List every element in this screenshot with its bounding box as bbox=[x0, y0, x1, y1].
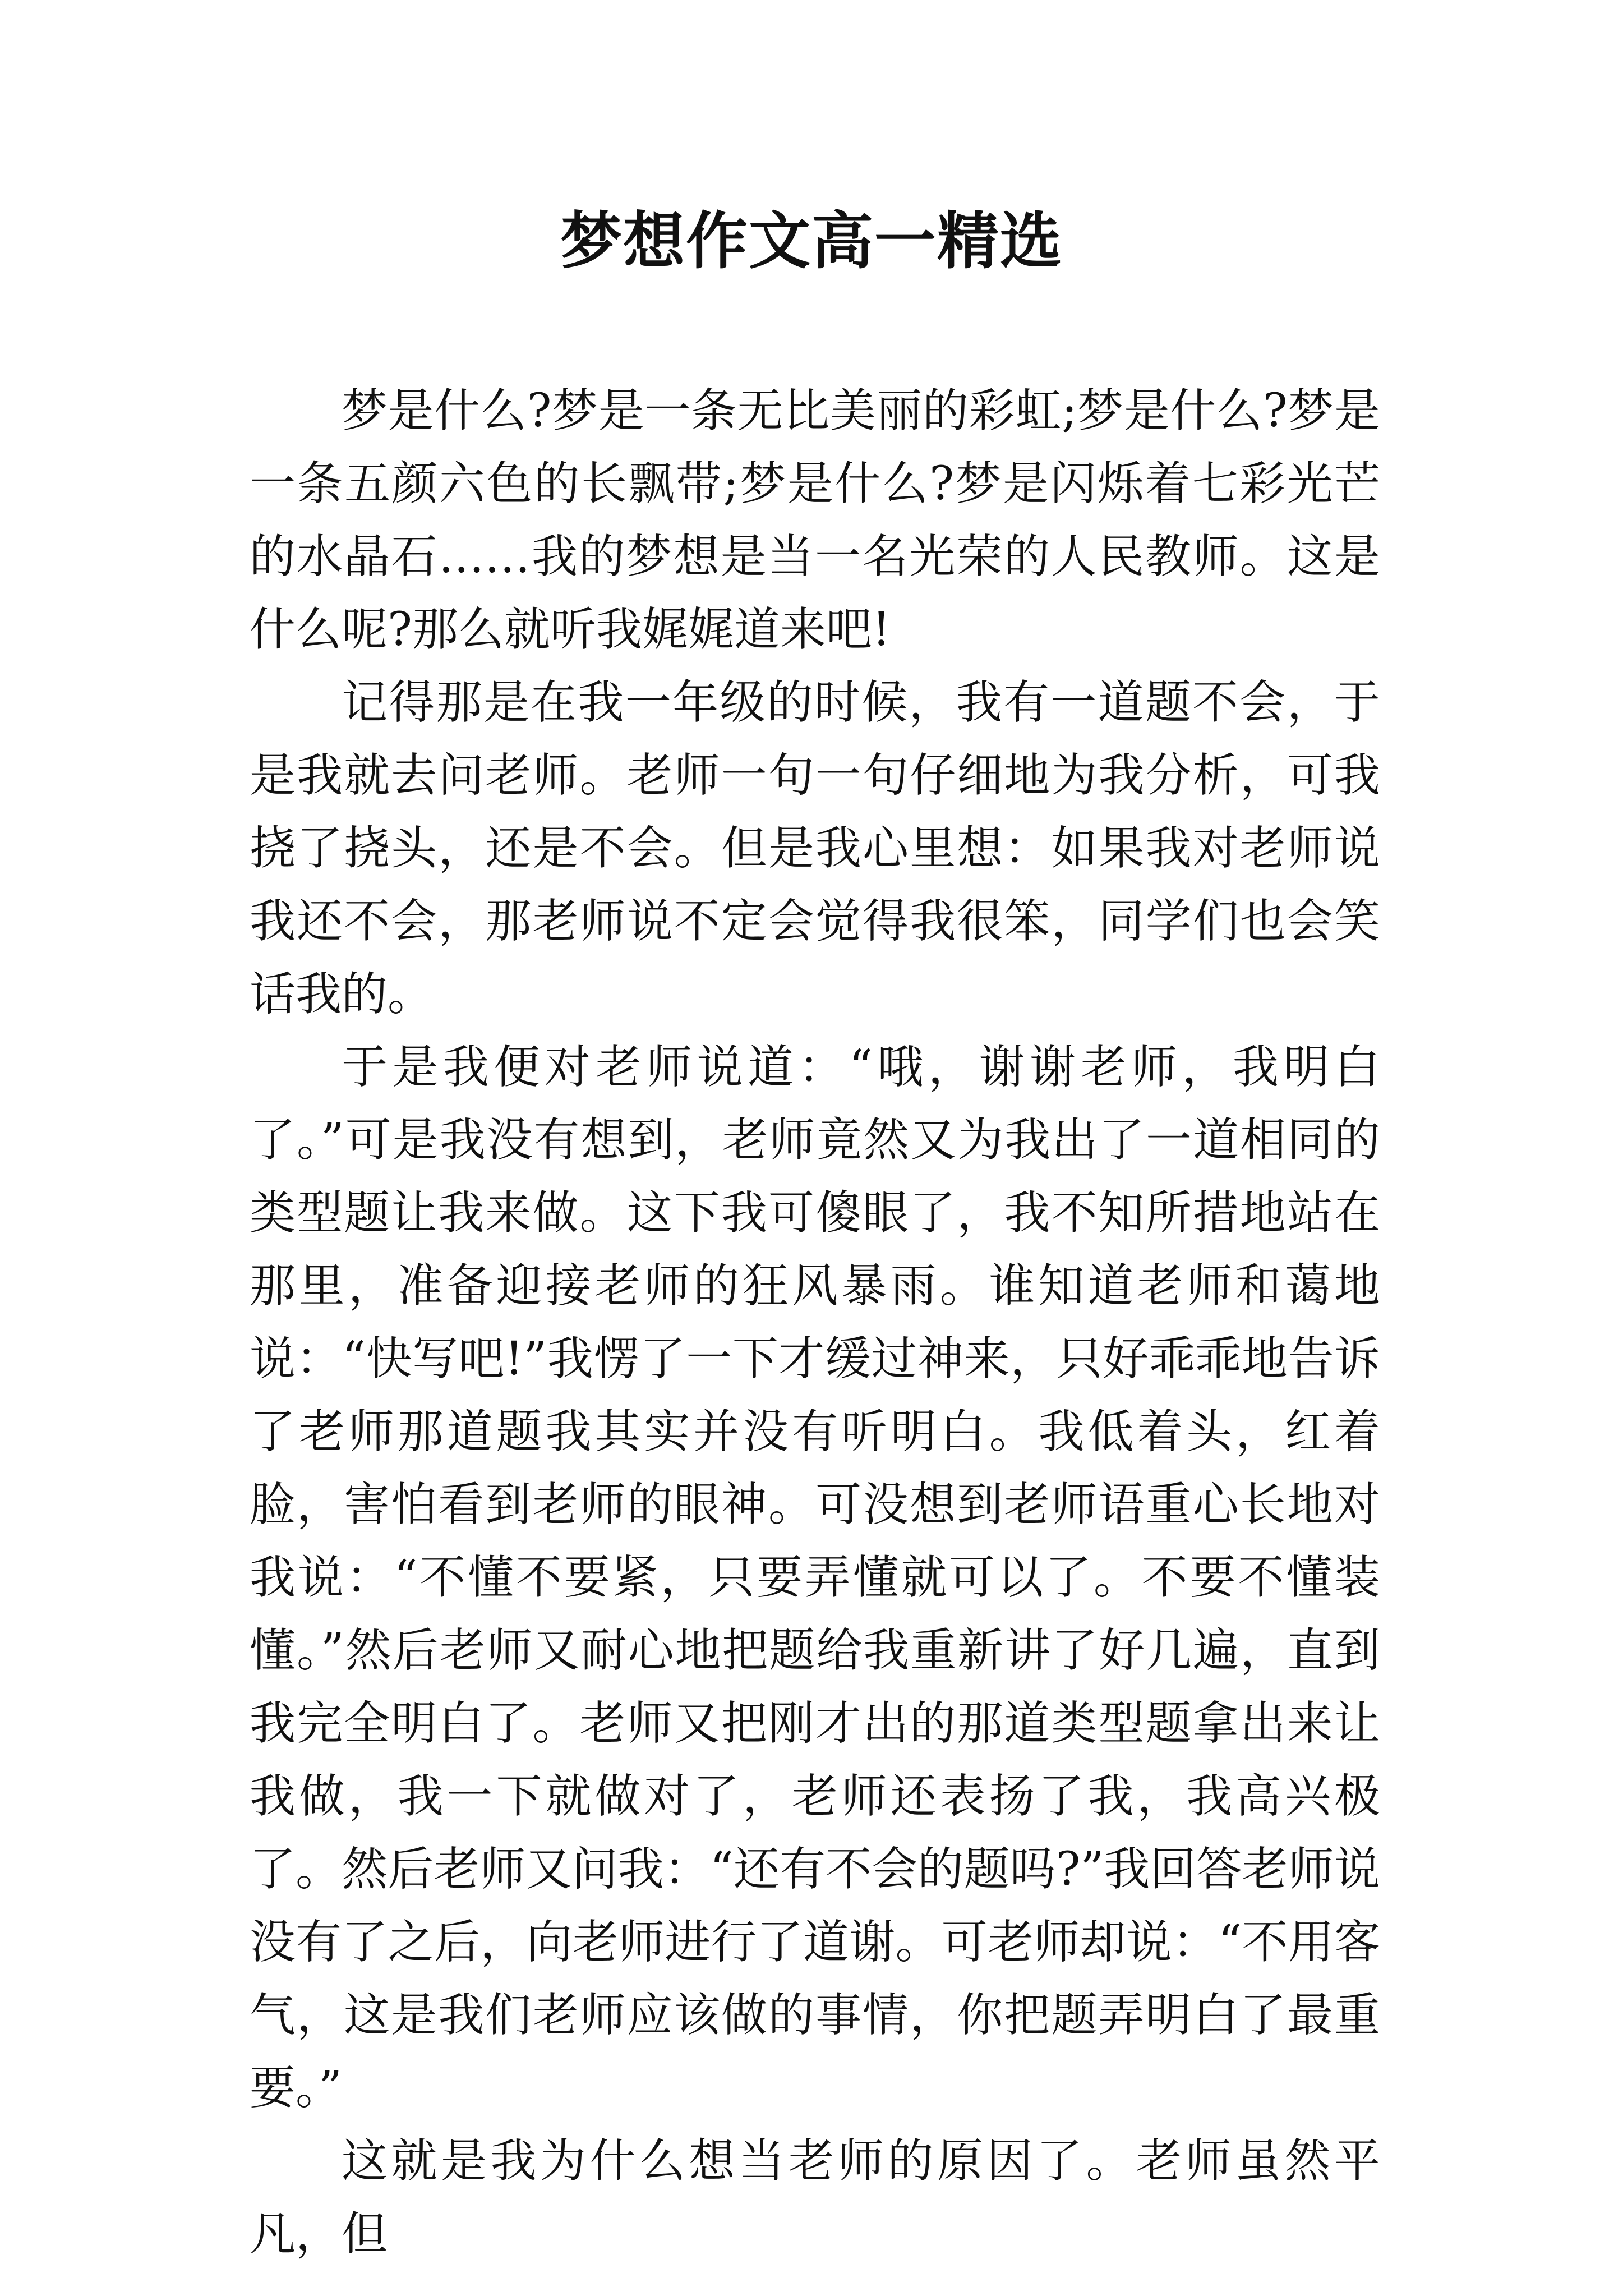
paragraph-3: 于是我便对老师说道：“哦，谢谢老师，我明白了。”可是我没有想到，老师竟然又为我出了一道相同的类型题让我来做。这下我可傻眼了，我不知所措地站在那里，准备迎接老师的狂风暴雨。谁知道老师和蔼地说：“快写吧!”我愣了一下才缓过神来，只好乖乖地告诉了老师那道题我其实并没有听明白。我低着头，红着脸，害怕看到老师的眼神。可没想到老师语重心长地对我说：“不懂不要紧，只要弄懂就可以了。不要不懂装懂。”然后老师又耐心地把题给我重新讲了好几遍，直到我完全明白了。老师又把刚才出的那道类型题拿出来让我做，我一下就做对了，老师还表扬了我，我高兴极了。然后老师又问我：“还有不会的题吗?”我回答老师说没有了之后，向老师进行了道谢。可老师却说：“不用客气，这是我们老师应该做的事情，你把题弄明白了最重要。” bbox=[250, 1041, 1380, 2115]
document-body bbox=[250, 375, 1380, 2271]
paragraph-4: 这就是我为什么想当老师的原因了。老师虽然平凡，但 bbox=[250, 2134, 1380, 2261]
document-title: 梦想作文高一精选 bbox=[560, 205, 1063, 277]
paragraph-2: 记得那是在我一年级的时候，我有一道题不会，于是我就去问老师。老师一句一句仔细地为我分析，可我挠了挠头，还是不会。但是我心里想：如果我对老师说我还不会，那老师说不定会觉得我很笨，同学们也会笑话我的。 bbox=[250, 676, 1380, 1021]
paragraph-1: 梦是什么?梦是一条无比美丽的彩虹;梦是什么?梦是一条五颜六色的长飘带;梦是什么?梦是闪烁着七彩光芒的水晶石……我的梦想是当一名光荣的人民教师。这是什么呢?那么就听我娓娓道来吧! bbox=[250, 384, 1380, 656]
